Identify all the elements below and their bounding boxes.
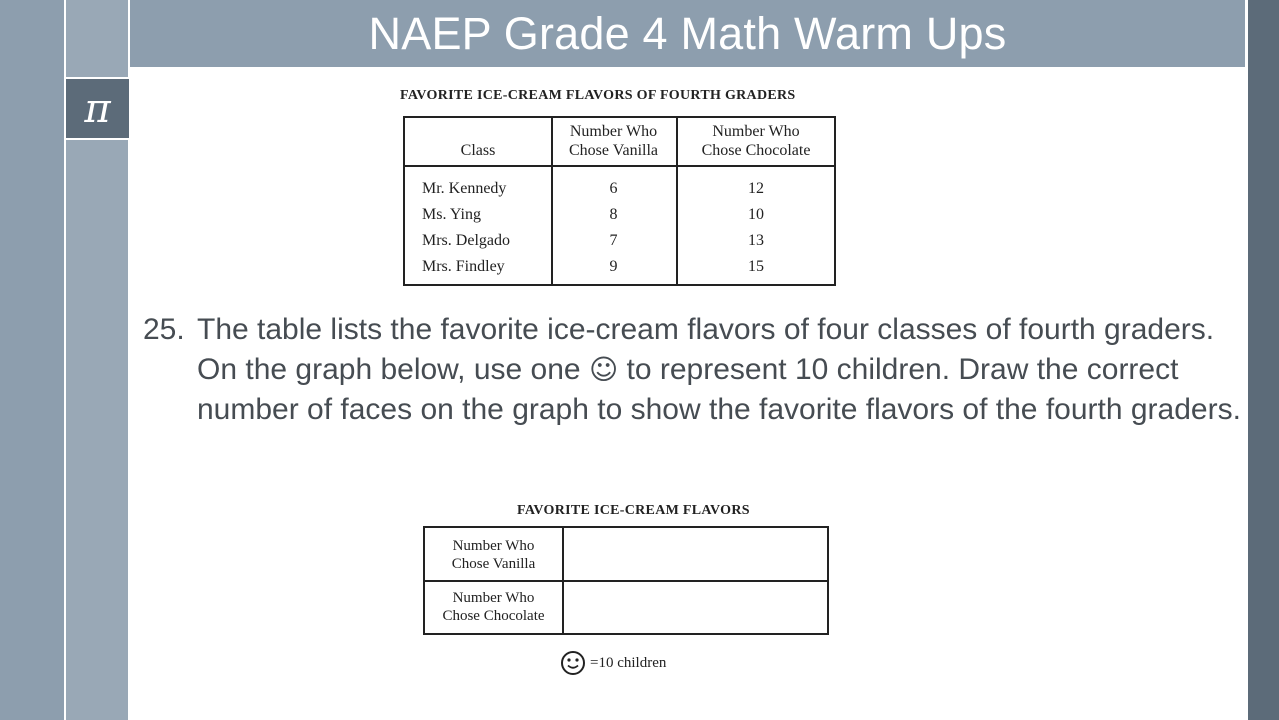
pictograph-answer-table (423, 526, 829, 635)
vanilla-label-line2: Chose Vanilla (451, 556, 536, 572)
table1-header-divider (405, 165, 834, 167)
row-vanilla: 9 (609, 258, 618, 275)
row-class: Mrs. Delgado (422, 232, 510, 249)
row-chocolate: 13 (748, 232, 764, 249)
row-vanilla: 7 (609, 232, 618, 249)
pictograph-legend (560, 650, 666, 676)
question-text-part2: to represent 10 children. Draw the correct number of faces on the graph to show the favorite flavors of the fourth graders. (197, 353, 1241, 426)
row-chocolate: 10 (748, 206, 764, 223)
row-class: Mr. Kennedy (422, 180, 507, 197)
question-text-part1: The table lists the favorite ice-cream flavors of four classes of fourth graders. On the graph below, use one (197, 313, 1215, 386)
row-chocolate: 15 (748, 258, 764, 275)
chocolate-label-line2: Chose Chocolate (442, 608, 545, 624)
row-chocolate: 12 (748, 180, 764, 197)
header-chocolate-line1: Number Who (712, 123, 800, 140)
right-decor-band (1248, 0, 1279, 720)
flavors-by-class-table (403, 116, 836, 286)
header-class: Class (460, 142, 496, 159)
legend-text: =10 children (590, 654, 667, 671)
title-bar (128, 0, 1247, 69)
question-25 (143, 310, 1243, 430)
header-vanilla-line2: Chose Vanilla (568, 142, 659, 159)
table1-title: FAVORITE ICE-CREAM FLAVORS OF FOURTH GRADERS (400, 88, 796, 103)
header-vanilla-line1: Number Who (569, 123, 658, 140)
row-vanilla: 8 (609, 206, 618, 223)
smiley-face-icon: ☺ (588, 353, 619, 386)
question-text (197, 310, 1243, 430)
table2-title: FAVORITE ICE-CREAM FLAVORS (517, 503, 750, 518)
smiley-face-icon (560, 650, 586, 676)
row-class: Ms. Ying (422, 206, 481, 223)
page-title: NAEP Grade 4 Math Warm Ups (368, 7, 1007, 59)
row-class: Mrs. Findley (422, 258, 505, 275)
vanilla-label-line1: Number Who (452, 538, 535, 554)
row-vanilla: 6 (609, 180, 618, 197)
table2-row-divider (425, 580, 827, 582)
left-decor-band (0, 0, 65, 720)
pi-symbol: π (84, 85, 111, 132)
question-number: 25. (143, 313, 185, 346)
chocolate-label-line1: Number Who (452, 590, 535, 606)
pi-icon (66, 77, 129, 140)
header-chocolate-line2: Chose Chocolate (701, 142, 811, 159)
